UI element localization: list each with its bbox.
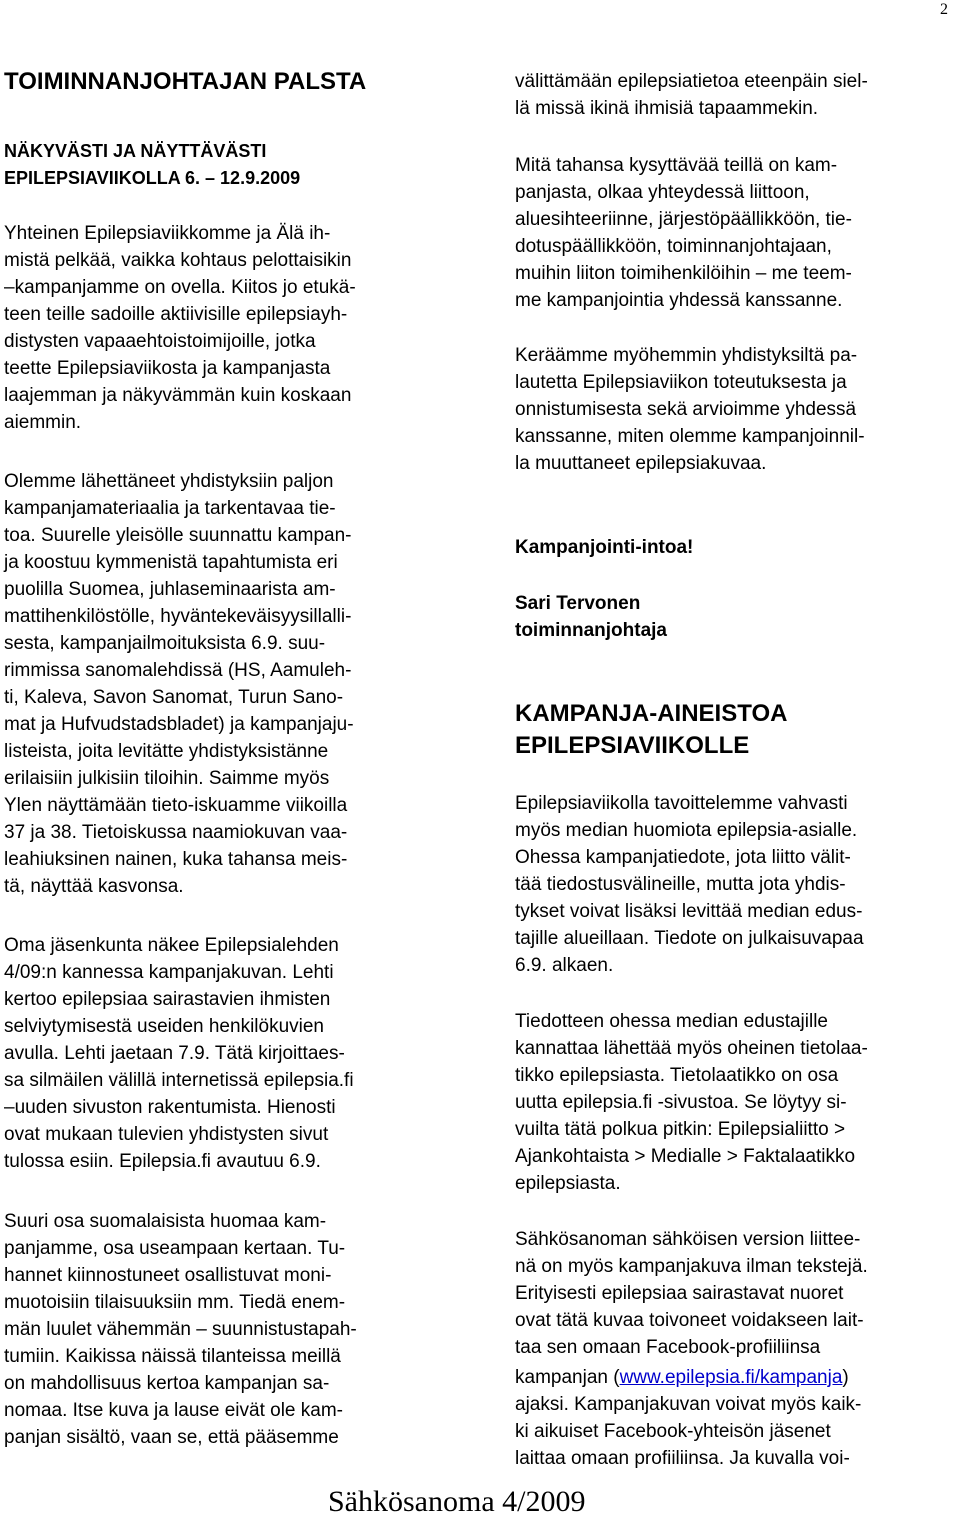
body-line: panjamme, osa useampaan kertaan. Tu-	[4, 1238, 346, 1259]
body-line: nomaa. Itse kuva ja lause eivät ole kam-	[4, 1400, 344, 1421]
body-line: mistä pelkää, vaikka kohtaus pelottaisikin	[4, 250, 352, 271]
body-line: tä, näyttää kasvonsa.	[4, 876, 184, 897]
body-line: tulossa esiin. Epilepsia.fi avautuu 6.9.	[4, 1151, 321, 1172]
body-line: Ylen näyttämään tieto-iskuamme viikoilla	[4, 795, 348, 816]
body-line: aiemmin.	[4, 412, 82, 433]
body-line: tumiin. Kaikissa näissä tilanteissa meillä	[4, 1346, 341, 1367]
body-line: 6.9. alkaen.	[515, 955, 614, 976]
body-line: –kampanjamme on ovella. Kiitos jo etukä-	[4, 277, 356, 298]
body-line: panjasta, olkaa yhteydessä liittoon,	[515, 182, 810, 203]
body-line: Epilepsiaviikolla tavoittelemme vahvasti	[515, 793, 848, 814]
body-line: lä missä ikinä ihmisiä tapaammekin.	[515, 98, 819, 119]
body-line: ajaksi. Kampanjakuvan voivat myös kaik-	[515, 1394, 862, 1415]
publication-footer: Sähkösanoma 4/2009	[328, 1485, 586, 1518]
body-line: mattihenkilöstölle, hyväntekeväisyysillalli-	[4, 606, 352, 627]
body-line: Yhteinen Epilepsiaviikkomme ja Älä ih-	[4, 223, 331, 244]
body-line: Ajankohtaista > Medialle > Faktalaatikko	[515, 1146, 856, 1167]
body-line: ti, Kaleva, Savon Sanomat, Turun Sano-	[4, 687, 344, 708]
body-line: aluesihteeriinne, järjestöpäällikköön, tie-	[515, 209, 852, 230]
page-number: 2	[940, 1, 948, 18]
body-line: Sähkösanoman sähköisen version liitteе-	[515, 1229, 861, 1250]
body-line: listeista, joita levitätte yhdistyksistänne	[4, 741, 329, 762]
body-line: hannet kiinnostuneet osallistuvat moni-	[4, 1265, 332, 1286]
body-line: myös median huomiota epilepsia-asialle.	[515, 820, 858, 841]
body-line: mat ja Hufvudstadsbladet) ja kampanjaju-	[4, 714, 354, 735]
link-line	[515, 1364, 849, 1391]
body-line: Suuri osa suomalaisista huomaa kam-	[4, 1211, 327, 1232]
body-line: nä on myös kampanjakuva ilman tekstejä.	[515, 1256, 868, 1277]
body-line: distysten vapaaehtoistoimijoille, jotka	[4, 331, 316, 352]
body-line: la muuttaneet epilepsiakuvaa.	[515, 453, 767, 474]
body-line: Keräämme myöhemmin yhdistyksiltä pa-	[515, 345, 858, 366]
body-line: välittämään epilepsiatietoa eteenpäin siel-	[515, 71, 868, 92]
closing-line: Kampanjointi-intoa!	[515, 537, 694, 558]
body-line: panjan sisältö, vaan se, että pääsemme	[4, 1427, 339, 1448]
body-line: taa sen omaan Facebook-profiiliinsa	[515, 1337, 821, 1358]
article-heading-line: EPILEPSIAVIIKOLLA 6. – 12.9.2009	[4, 168, 301, 188]
body-line: tykset voivat lisäksi levittää median edus-	[515, 901, 863, 922]
body-line: Ohessa kampanjatiedote, jota liitto välit-	[515, 847, 851, 868]
body-line: tikko epilepsiasta. Tietolaatikko on osa	[515, 1065, 839, 1086]
body-line: leahiuksinen nainen, kuka tahansa meis-	[4, 849, 348, 870]
body-line: uutta epilepsia.fi -sivustoa. Se löytyy si-	[515, 1092, 847, 1113]
body-line: Tiedotteen ohessa median edustajille	[515, 1011, 828, 1032]
body-line: kannattaa lähettää myös oheinen tietolaa-	[515, 1038, 868, 1059]
body-line: –uuden sivuston rakentumista. Hienosti	[4, 1097, 336, 1118]
body-line: muotoisiin tilaisuuksiin mm. Tiedä enem-	[4, 1292, 346, 1313]
body-line: laajemman ja näkyvämmän kuin koskaan	[4, 385, 352, 406]
body-line: Mitä tahansa kysyttävää teillä on kam-	[515, 155, 838, 176]
signature-title: toiminnanjohtaja	[515, 620, 667, 641]
section-heading-line: KAMPANJA-AINEISTOA	[515, 700, 788, 727]
body-line: Erityisesti epilepsiaa sairastavat nuoret	[515, 1283, 844, 1304]
link-prefix: kampanjan (	[515, 1367, 620, 1388]
body-line: me kampanjointia yhdessä kanssanne.	[515, 290, 843, 311]
body-line: ja koostuu kymmenistä tapahtumista eri	[4, 552, 338, 573]
body-line: ki aikuiset Facebook-yhteisön jäsenet	[515, 1421, 831, 1442]
body-line: Oma jäsenkunta näkee Epilepsialehden	[4, 935, 339, 956]
campaign-link[interactable]: www.epilepsia.fi/kampanja	[619, 1367, 843, 1388]
body-line: ovat mukaan tulevien yhdistysten sivut	[4, 1124, 329, 1145]
body-line: epilepsiasta.	[515, 1173, 621, 1194]
body-line: kertoo epilepsiaa sairastavien ihmisten	[4, 989, 331, 1010]
body-line: lautetta Epilepsiaviikon toteutuksesta ja	[515, 372, 847, 393]
body-line: Olemme lähettäneet yhdistyksiin paljon	[4, 471, 334, 492]
body-line: teette Epilepsiaviikosta ja kampanjasta	[4, 358, 331, 379]
body-line: puolilla Suomea, juhlaseminaarista am-	[4, 579, 336, 600]
signature-name: Sari Tervonen	[515, 593, 641, 614]
body-line: toa. Suurelle yleisölle suunnattu kampan-	[4, 525, 352, 546]
body-line: onnistumisesta sekä arvioimme yhdessä	[515, 399, 857, 420]
body-line: teen teille sadoille aktiivisille epilepsiayh-	[4, 304, 348, 325]
column-heading: TOIMINNANJOHTAJAN PALSTA	[4, 68, 367, 95]
body-line: sesta, kampanjailmoituksista 6.9. suu-	[4, 633, 326, 654]
body-line: tajille alueillaan. Tiedote on julkaisuvapaa	[515, 928, 864, 949]
body-line: rimmissa sanomalehdissä (HS, Aamuleh-	[4, 660, 352, 681]
body-line: män luulet vähemmän – suunnistustapah-	[4, 1319, 357, 1340]
body-line: ovat tätä kuvaa toivoneet voidakseen lait-	[515, 1310, 864, 1331]
body-line: on mahdollisuus kertoa kampanjan sa-	[4, 1373, 330, 1394]
body-line: vuilta tätä polkua pitkin: Epilepsialiitto >	[515, 1119, 846, 1140]
body-line: tää tiedostusvälineille, mutta jota yhdis-	[515, 874, 846, 895]
article-heading-line: NÄKYVÄSTI JA NÄYTTÄVÄSTI	[4, 141, 267, 161]
body-line: erilaisiin julkisiin tiloihin. Saimme myös	[4, 768, 330, 789]
body-line: muihin liiton toimihenkilöihin – me teem-	[515, 263, 852, 284]
body-line: avulla. Lehti jaetaan 7.9. Tätä kirjoittaes-	[4, 1043, 345, 1064]
body-line: laittaa omaan profiiliinsa. Ja kuvalla voi-	[515, 1448, 850, 1469]
body-line: kanssanne, miten olemme kampanjoinnil-	[515, 426, 865, 447]
body-line: sa silmäilen välillä internetissä epilepsia.fi	[4, 1070, 354, 1091]
section-heading-line: EPILEPSIAVIIKOLLE	[515, 732, 750, 759]
body-line: dotuspäällikköön, toiminnanjohtajaan,	[515, 236, 832, 257]
body-line: 4/09:n kannessa kampanjakuvan. Lehti	[4, 962, 334, 983]
body-line: 37 ja 38. Tietoiskussa naamiokuvan vaa-	[4, 822, 348, 843]
link-suffix: )	[842, 1367, 849, 1388]
body-line: selviytymisestä useiden henkilökuvien	[4, 1016, 324, 1037]
body-line: kampanjamateriaalia ja tarkentavaa tie-	[4, 498, 336, 519]
